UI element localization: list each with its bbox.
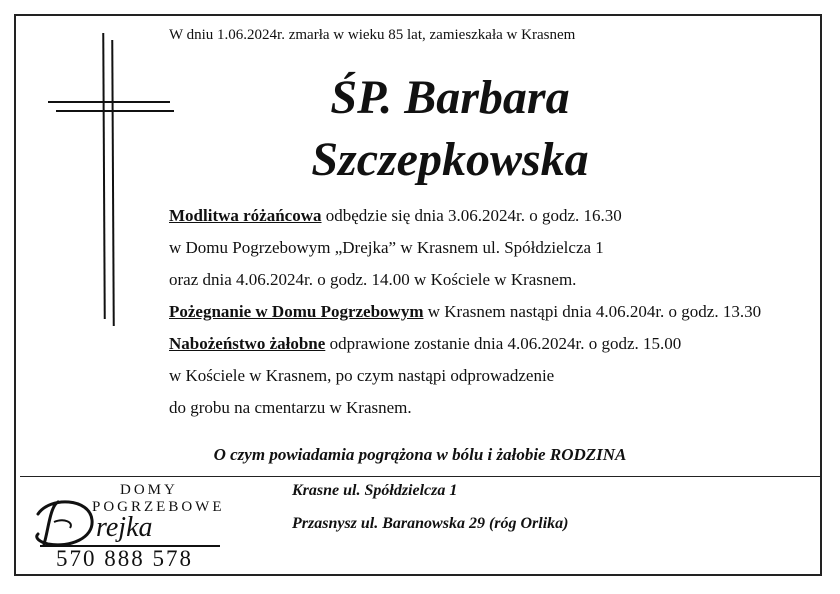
- address-krasne: Krasne ul. Spółdzielcza 1: [292, 482, 458, 499]
- ceremony-line-3: [169, 270, 576, 290]
- ceremony-text: oraz dnia 4.06.2024r. o godz. 14.00 w Kościele w Krasnem.: [169, 270, 577, 289]
- ceremony-line-5: [169, 334, 681, 354]
- ceremony-line-2: [169, 238, 604, 258]
- deceased-name-line1: ŚP. Barbara: [330, 71, 570, 124]
- ceremony-heading: Nabożeństwo żałobne: [169, 334, 326, 353]
- logo-domy-text: DOMY: [120, 482, 178, 498]
- death-intro: W dniu 1.06.2024r. zmarła w wieku 85 lat, zamieszkała w Krasnem: [169, 27, 576, 43]
- ceremony-heading: Pożegnanie w Domu Pogrzebowym: [169, 302, 424, 321]
- ceremony-line-4: [169, 302, 761, 322]
- ceremony-line-6: [169, 366, 554, 386]
- logo-rejka-text: rejka: [96, 512, 153, 543]
- ceremony-text: do grobu na cmentarzu w Krasnem.: [169, 398, 412, 417]
- family-closing: O czym powiadamia pogrążona w bólu i żałobie RODZINA: [213, 445, 627, 464]
- ceremony-text: w Domu Pogrzebowym „Drejka” w Krasnem ul. Spółdzielcza 1: [169, 238, 604, 257]
- ceremony-text: odbędzie się dnia 3.06.2024r. o godz. 16.30: [321, 206, 622, 225]
- ceremony-text: w Krasnem nastąpi dnia 4.06.204r. o godz. 13.30: [423, 302, 762, 321]
- logo-pogrzebowe-text: POGRZEBOWE: [92, 499, 225, 515]
- deceased-name-line2: Szczepkowska: [311, 133, 589, 186]
- ceremony-line-1: [169, 206, 622, 226]
- footer-divider: [20, 476, 820, 477]
- ceremony-line-7: [169, 398, 412, 418]
- logo-d-icon: [30, 492, 100, 552]
- ceremony-heading: Modlitwa różańcowa: [169, 206, 322, 225]
- phone-number: 570 888 578: [56, 546, 193, 571]
- ceremony-text: odprawione zostanie dnia 4.06.2024r. o godz. 15.00: [325, 334, 682, 353]
- address-przasnysz: Przasnysz ul. Baranowska 29 (róg Orlika): [292, 515, 569, 532]
- ceremony-text: w Kościele w Krasnem, po czym nastąpi odprowadzenie: [169, 366, 555, 385]
